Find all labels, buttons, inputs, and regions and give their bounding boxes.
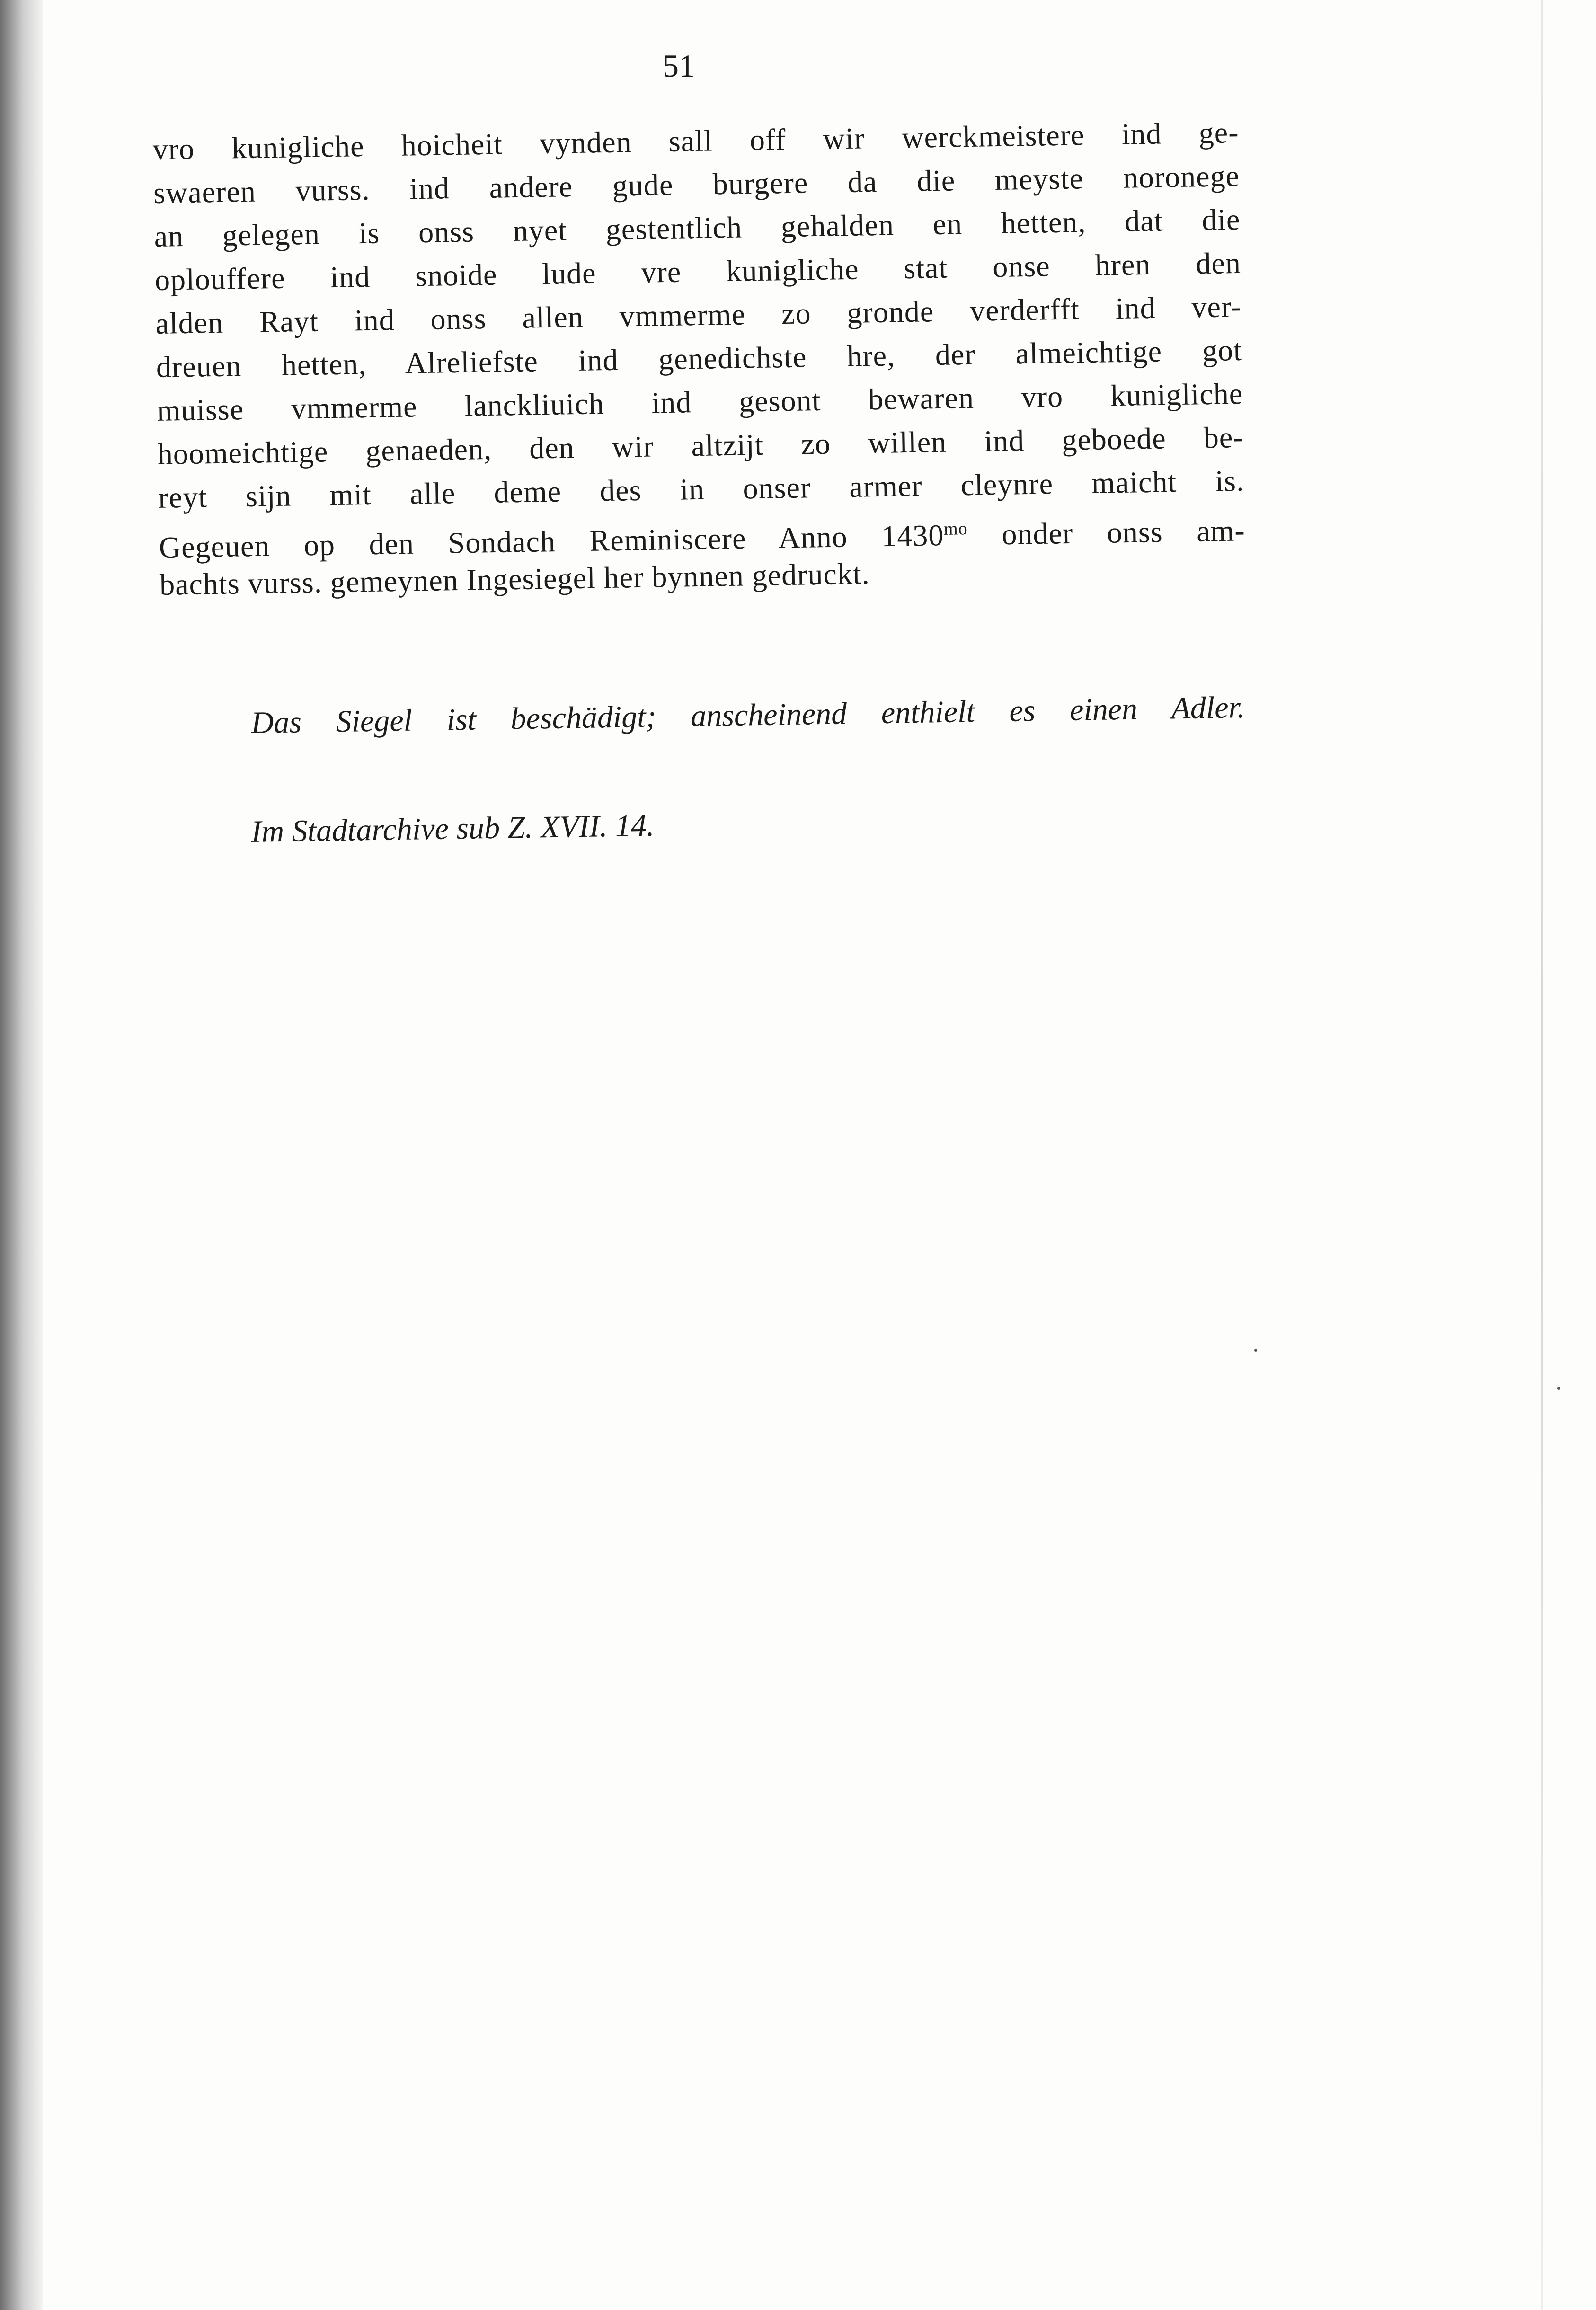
body-line: reyt sijn mit alle deme des in onser armer cleynre maicht is. <box>158 463 1245 514</box>
page-number: 51 <box>663 48 695 84</box>
scan-right-edge <box>1541 0 1543 2310</box>
body-line: oplouffere ind snoide lude vre kunigliche stat onse hren den <box>154 246 1241 297</box>
date-rest: onder onss am- <box>967 513 1246 552</box>
body-line: hoomeichtige genaeden, den wir altzijt zo willen ind geboede be- <box>157 420 1244 471</box>
date-superscript: mo <box>943 519 968 539</box>
seal-note: Das Siegel ist beschädigt; anscheinend enthielt es einen Adler. <box>251 690 1245 740</box>
scan-speck <box>1254 1349 1257 1352</box>
document-body <box>152 111 1246 607</box>
archive-reference: Im Stadtarchive sub Z. XVII. 14. <box>251 808 655 849</box>
body-line: muisse vmmerme lanckliuich ind gesont bewaren vro kunigliche <box>156 376 1243 427</box>
body-line: vro kunigliche hoicheit vynden sall off wir werckmeistere ind ge- <box>152 115 1239 166</box>
body-line: bachts vurss. gemeynen Ingesiegel her bynnen gedruckt. <box>159 557 870 602</box>
body-line: dreuen hetten, Alreliefste ind genedichste hre, der almeichtige got <box>156 333 1243 384</box>
body-line: swaeren vurss. ind andere gude burgere da die meyste noronege <box>153 159 1240 210</box>
date-text: Gegeuen op den Sondach Reminiscere Anno 1430 <box>159 518 944 565</box>
scan-speck <box>1557 1387 1560 1390</box>
body-line: alden Rayt ind onss allen vmmerme zo gronde verderfft ind ver- <box>155 289 1242 340</box>
scan-left-edge <box>0 0 43 2310</box>
body-line: an gelegen is onss nyet gestentlich gehalden en hetten, dat die <box>154 202 1241 253</box>
